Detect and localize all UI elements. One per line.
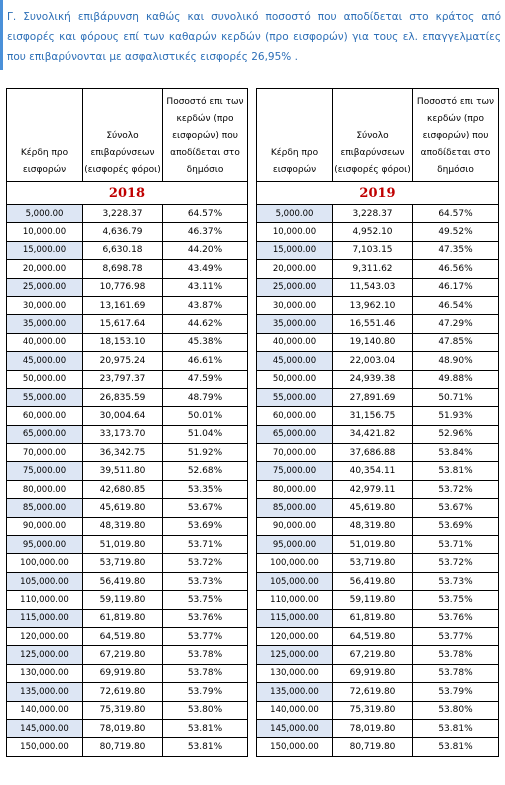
table-row	[257, 572, 499, 590]
cell-earnings: 115,000.00	[257, 609, 333, 627]
cell-percentage: 49.88%	[413, 370, 499, 388]
table-row	[7, 388, 248, 406]
cell-total-burden: 48,319.80	[333, 517, 413, 535]
cell-total-burden: 59,119.80	[83, 591, 163, 609]
cell-earnings: 150,000.00	[7, 738, 83, 756]
cell-earnings: 110,000.00	[7, 591, 83, 609]
cell-total-burden: 78,019.80	[333, 719, 413, 737]
cell-earnings: 65,000.00	[7, 425, 83, 443]
cell-total-burden: 72,619.80	[83, 683, 163, 701]
cell-total-burden: 3,228.37	[83, 205, 163, 223]
cell-total-burden: 75,319.80	[333, 701, 413, 719]
cell-earnings: 80,000.00	[7, 480, 83, 498]
cell-earnings: 25,000.00	[257, 278, 333, 296]
table-row	[7, 278, 248, 296]
table-row	[257, 425, 499, 443]
table-row	[7, 370, 248, 388]
cell-total-burden: 40,354.11	[333, 462, 413, 480]
cell-earnings: 75,000.00	[7, 462, 83, 480]
cell-total-burden: 27,891.69	[333, 388, 413, 406]
table-row	[257, 462, 499, 480]
cell-earnings: 30,000.00	[257, 296, 333, 314]
cell-earnings: 120,000.00	[257, 627, 333, 645]
cell-percentage: 46.37%	[163, 223, 248, 241]
cell-percentage: 53.80%	[163, 701, 248, 719]
table-row	[257, 609, 499, 627]
cell-percentage: 53.76%	[413, 609, 499, 627]
cell-total-burden: 6,630.18	[83, 241, 163, 259]
cell-earnings: 30,000.00	[7, 296, 83, 314]
cell-earnings: 55,000.00	[7, 388, 83, 406]
cell-earnings: 135,000.00	[257, 683, 333, 701]
cell-total-burden: 69,919.80	[333, 664, 413, 682]
cell-percentage: 53.81%	[413, 462, 499, 480]
cell-total-burden: 19,140.80	[333, 333, 413, 351]
cell-earnings: 5,000.00	[257, 205, 333, 223]
cell-total-burden: 39,511.80	[83, 462, 163, 480]
table-row	[257, 536, 499, 554]
table-row	[7, 241, 248, 259]
table-row	[7, 536, 248, 554]
cell-percentage: 53.71%	[413, 536, 499, 554]
cell-total-burden: 45,619.80	[83, 499, 163, 517]
table-row	[7, 499, 248, 517]
cell-total-burden: 59,119.80	[333, 591, 413, 609]
cell-earnings: 50,000.00	[257, 370, 333, 388]
cell-total-burden: 72,619.80	[333, 683, 413, 701]
cell-total-burden: 67,219.80	[83, 646, 163, 664]
cell-earnings: 105,000.00	[7, 572, 83, 590]
cell-percentage: 45.38%	[163, 333, 248, 351]
cell-percentage: 53.35%	[163, 480, 248, 498]
cell-percentage: 53.81%	[163, 719, 248, 737]
header-percentage: Ποσοστό επι των κερδών (προ εισφορών) που αποδίδεται στο δημόσιο	[163, 89, 248, 182]
cell-total-burden: 13,962.10	[333, 296, 413, 314]
cell-percentage: 53.72%	[163, 554, 248, 572]
table-row	[7, 205, 248, 223]
cell-total-burden: 78,019.80	[83, 719, 163, 737]
cell-earnings: 35,000.00	[257, 315, 333, 333]
cell-percentage: 53.77%	[163, 627, 248, 645]
cell-earnings: 135,000.00	[7, 683, 83, 701]
intro-callout	[0, 0, 505, 70]
table-row	[257, 205, 499, 223]
table-2019-body	[257, 89, 499, 757]
cell-percentage: 46.54%	[413, 296, 499, 314]
cell-percentage: 53.73%	[163, 572, 248, 590]
cell-percentage: 53.81%	[163, 738, 248, 756]
cell-percentage: 53.67%	[163, 499, 248, 517]
cell-percentage: 53.73%	[413, 572, 499, 590]
table-2018	[6, 88, 248, 757]
table-row	[257, 278, 499, 296]
cell-total-burden: 33,173.70	[83, 425, 163, 443]
table-row	[7, 444, 248, 462]
cell-percentage: 51.04%	[163, 425, 248, 443]
table-row	[257, 738, 499, 756]
cell-total-burden: 11,543.03	[333, 278, 413, 296]
cell-earnings: 120,000.00	[7, 627, 83, 645]
cell-total-burden: 4,636.79	[83, 223, 163, 241]
table-row	[257, 480, 499, 498]
table-row	[7, 296, 248, 314]
cell-earnings: 125,000.00	[257, 646, 333, 664]
table-row	[7, 627, 248, 645]
cell-earnings: 60,000.00	[7, 407, 83, 425]
cell-earnings: 10,000.00	[7, 223, 83, 241]
table-row	[257, 499, 499, 517]
cell-total-burden: 56,419.80	[333, 572, 413, 590]
table-row	[257, 333, 499, 351]
cell-total-burden: 51,019.80	[83, 536, 163, 554]
table-row	[257, 260, 499, 278]
table-row	[257, 352, 499, 370]
cell-earnings: 125,000.00	[7, 646, 83, 664]
cell-percentage: 53.78%	[163, 646, 248, 664]
table-row	[7, 554, 248, 572]
cell-total-burden: 8,698.78	[83, 260, 163, 278]
table-row	[257, 719, 499, 737]
cell-earnings: 70,000.00	[257, 444, 333, 462]
cell-total-burden: 7,103.15	[333, 241, 413, 259]
cell-earnings: 50,000.00	[7, 370, 83, 388]
table-row	[257, 701, 499, 719]
cell-percentage: 53.71%	[163, 536, 248, 554]
table-row	[257, 554, 499, 572]
table-row	[7, 425, 248, 443]
table-row	[257, 388, 499, 406]
table-row	[7, 315, 248, 333]
intro-text: Γ. Συνολική επιβάρυνση καθώς και συνολικό ποσοστό που αποδίδεται στο κράτος από εισφορές και φόρους επί των καθαρών κερδών (προ εισφορών) για τους ελ. επαγγελματίες που επιβαρύνονται με ασφαλιστικές εισφορές 26,95% .	[7, 11, 501, 63]
cell-percentage: 44.62%	[163, 315, 248, 333]
year-row	[7, 182, 248, 205]
header-earnings: Κέρδη προ εισφορών	[7, 89, 83, 182]
table-row	[7, 223, 248, 241]
table-2019	[256, 88, 499, 757]
cell-percentage: 53.77%	[413, 627, 499, 645]
table-row	[257, 517, 499, 535]
table-row	[7, 352, 248, 370]
cell-total-burden: 36,342.75	[83, 444, 163, 462]
cell-earnings: 145,000.00	[257, 719, 333, 737]
cell-earnings: 45,000.00	[7, 352, 83, 370]
cell-percentage: 43.49%	[163, 260, 248, 278]
cell-percentage: 64.57%	[163, 205, 248, 223]
cell-total-burden: 20,975.24	[83, 352, 163, 370]
cell-total-burden: 22,003.04	[333, 352, 413, 370]
cell-percentage: 53.72%	[413, 480, 499, 498]
cell-earnings: 95,000.00	[7, 536, 83, 554]
cell-percentage: 53.78%	[413, 646, 499, 664]
table-row	[7, 333, 248, 351]
table-row	[7, 572, 248, 590]
header-total-burden: Σύνολο επιβαρύνσεων (εισφορές φόροι)	[333, 89, 413, 182]
cell-percentage: 53.84%	[413, 444, 499, 462]
year-label: 2018	[7, 182, 248, 205]
cell-percentage: 46.17%	[413, 278, 499, 296]
cell-total-burden: 45,619.80	[333, 499, 413, 517]
cell-percentage: 53.75%	[163, 591, 248, 609]
cell-percentage: 48.79%	[163, 388, 248, 406]
table-row	[7, 609, 248, 627]
table-row	[7, 517, 248, 535]
cell-percentage: 53.78%	[413, 664, 499, 682]
table-header-row	[257, 89, 499, 182]
table-header-row	[7, 89, 248, 182]
cell-total-burden: 69,919.80	[83, 664, 163, 682]
cell-total-burden: 61,819.80	[83, 609, 163, 627]
cell-earnings: 100,000.00	[7, 554, 83, 572]
cell-total-burden: 16,551.46	[333, 315, 413, 333]
cell-percentage: 52.96%	[413, 425, 499, 443]
cell-total-burden: 42,680.85	[83, 480, 163, 498]
cell-earnings: 130,000.00	[7, 664, 83, 682]
cell-total-burden: 31,156.75	[333, 407, 413, 425]
table-row	[7, 664, 248, 682]
header-percentage: Ποσοστό επι των κερδών (προ εισφορών) που αποδίδεται στο δημόσιο	[413, 89, 499, 182]
cell-earnings: 65,000.00	[257, 425, 333, 443]
cell-percentage: 53.69%	[413, 517, 499, 535]
cell-percentage: 53.67%	[413, 499, 499, 517]
table-row	[7, 738, 248, 756]
cell-earnings: 25,000.00	[7, 278, 83, 296]
cell-total-burden: 23,797.37	[83, 370, 163, 388]
cell-percentage: 43.11%	[163, 278, 248, 296]
cell-percentage: 50.71%	[413, 388, 499, 406]
cell-earnings: 145,000.00	[7, 719, 83, 737]
cell-percentage: 47.85%	[413, 333, 499, 351]
cell-total-burden: 53,719.80	[333, 554, 413, 572]
cell-earnings: 45,000.00	[257, 352, 333, 370]
cell-percentage: 64.57%	[413, 205, 499, 223]
cell-total-burden: 26,835.59	[83, 388, 163, 406]
table-row	[257, 627, 499, 645]
cell-earnings: 90,000.00	[257, 517, 333, 535]
cell-earnings: 35,000.00	[7, 315, 83, 333]
table-row	[257, 315, 499, 333]
cell-total-burden: 53,719.80	[83, 554, 163, 572]
cell-earnings: 90,000.00	[7, 517, 83, 535]
table-row	[7, 407, 248, 425]
cell-earnings: 60,000.00	[257, 407, 333, 425]
cell-percentage: 53.78%	[163, 664, 248, 682]
table-row	[257, 646, 499, 664]
table-row	[7, 719, 248, 737]
cell-total-burden: 80,719.80	[333, 738, 413, 756]
cell-percentage: 47.59%	[163, 370, 248, 388]
table-row	[257, 223, 499, 241]
cell-total-burden: 10,776.98	[83, 278, 163, 296]
header-total-burden: Σύνολο επιβαρύνσεων (εισφορές φόροι)	[83, 89, 163, 182]
cell-percentage: 46.56%	[413, 260, 499, 278]
cell-earnings: 75,000.00	[257, 462, 333, 480]
cell-total-burden: 48,319.80	[83, 517, 163, 535]
cell-earnings: 95,000.00	[257, 536, 333, 554]
cell-earnings: 70,000.00	[7, 444, 83, 462]
year-label: 2019	[257, 182, 499, 205]
cell-total-burden: 56,419.80	[83, 572, 163, 590]
cell-earnings: 5,000.00	[7, 205, 83, 223]
cell-percentage: 44.20%	[163, 241, 248, 259]
cell-percentage: 52.68%	[163, 462, 248, 480]
cell-total-burden: 9,311.62	[333, 260, 413, 278]
cell-percentage: 53.75%	[413, 591, 499, 609]
cell-earnings: 105,000.00	[257, 572, 333, 590]
cell-total-burden: 64,519.80	[83, 627, 163, 645]
cell-earnings: 55,000.00	[257, 388, 333, 406]
cell-earnings: 110,000.00	[257, 591, 333, 609]
cell-total-burden: 18,153.10	[83, 333, 163, 351]
cell-percentage: 43.87%	[163, 296, 248, 314]
cell-total-burden: 67,219.80	[333, 646, 413, 664]
cell-total-burden: 80,719.80	[83, 738, 163, 756]
cell-percentage: 53.79%	[163, 683, 248, 701]
cell-total-burden: 64,519.80	[333, 627, 413, 645]
table-row	[257, 591, 499, 609]
cell-earnings: 150,000.00	[257, 738, 333, 756]
cell-earnings: 140,000.00	[7, 701, 83, 719]
cell-total-burden: 34,421.82	[333, 425, 413, 443]
cell-earnings: 10,000.00	[257, 223, 333, 241]
cell-percentage: 53.72%	[413, 554, 499, 572]
cell-earnings: 130,000.00	[257, 664, 333, 682]
cell-earnings: 80,000.00	[257, 480, 333, 498]
cell-earnings: 40,000.00	[7, 333, 83, 351]
table-row	[257, 241, 499, 259]
table-row	[257, 296, 499, 314]
table-row	[7, 701, 248, 719]
cell-percentage: 48.90%	[413, 352, 499, 370]
cell-total-burden: 4,952.10	[333, 223, 413, 241]
cell-total-burden: 42,979.11	[333, 480, 413, 498]
cell-earnings: 140,000.00	[257, 701, 333, 719]
table-row	[7, 260, 248, 278]
cell-percentage: 53.81%	[413, 738, 499, 756]
cell-total-burden: 51,019.80	[333, 536, 413, 554]
cell-earnings: 20,000.00	[257, 260, 333, 278]
table-row	[257, 444, 499, 462]
cell-percentage: 46.61%	[163, 352, 248, 370]
cell-earnings: 85,000.00	[257, 499, 333, 517]
cell-earnings: 85,000.00	[7, 499, 83, 517]
table-row	[7, 591, 248, 609]
cell-earnings: 20,000.00	[7, 260, 83, 278]
year-row	[257, 182, 499, 205]
table-row	[257, 407, 499, 425]
cell-percentage: 53.69%	[163, 517, 248, 535]
table-row	[7, 480, 248, 498]
cell-percentage: 47.35%	[413, 241, 499, 259]
cell-percentage: 49.52%	[413, 223, 499, 241]
cell-total-burden: 3,228.37	[333, 205, 413, 223]
table-row	[257, 683, 499, 701]
cell-earnings: 115,000.00	[7, 609, 83, 627]
table-row	[7, 462, 248, 480]
cell-percentage: 53.81%	[413, 719, 499, 737]
cell-total-burden: 30,004.64	[83, 407, 163, 425]
table-row	[7, 683, 248, 701]
header-earnings: Κέρδη προ εισφορών	[257, 89, 333, 182]
cell-percentage: 50.01%	[163, 407, 248, 425]
cell-percentage: 51.92%	[163, 444, 248, 462]
cell-earnings: 40,000.00	[257, 333, 333, 351]
cell-total-burden: 13,161.69	[83, 296, 163, 314]
cell-percentage: 53.80%	[413, 701, 499, 719]
cell-earnings: 15,000.00	[7, 241, 83, 259]
cell-total-burden: 15,617.64	[83, 315, 163, 333]
cell-percentage: 53.76%	[163, 609, 248, 627]
cell-earnings: 100,000.00	[257, 554, 333, 572]
cell-total-burden: 24,939.38	[333, 370, 413, 388]
cell-percentage: 47.29%	[413, 315, 499, 333]
cell-total-burden: 37,686.88	[333, 444, 413, 462]
cell-percentage: 53.79%	[413, 683, 499, 701]
cell-total-burden: 61,819.80	[333, 609, 413, 627]
table-2018-body	[7, 89, 248, 757]
table-row	[7, 646, 248, 664]
cell-total-burden: 75,319.80	[83, 701, 163, 719]
cell-percentage: 51.93%	[413, 407, 499, 425]
table-row	[257, 664, 499, 682]
cell-earnings: 15,000.00	[257, 241, 333, 259]
table-row	[257, 370, 499, 388]
